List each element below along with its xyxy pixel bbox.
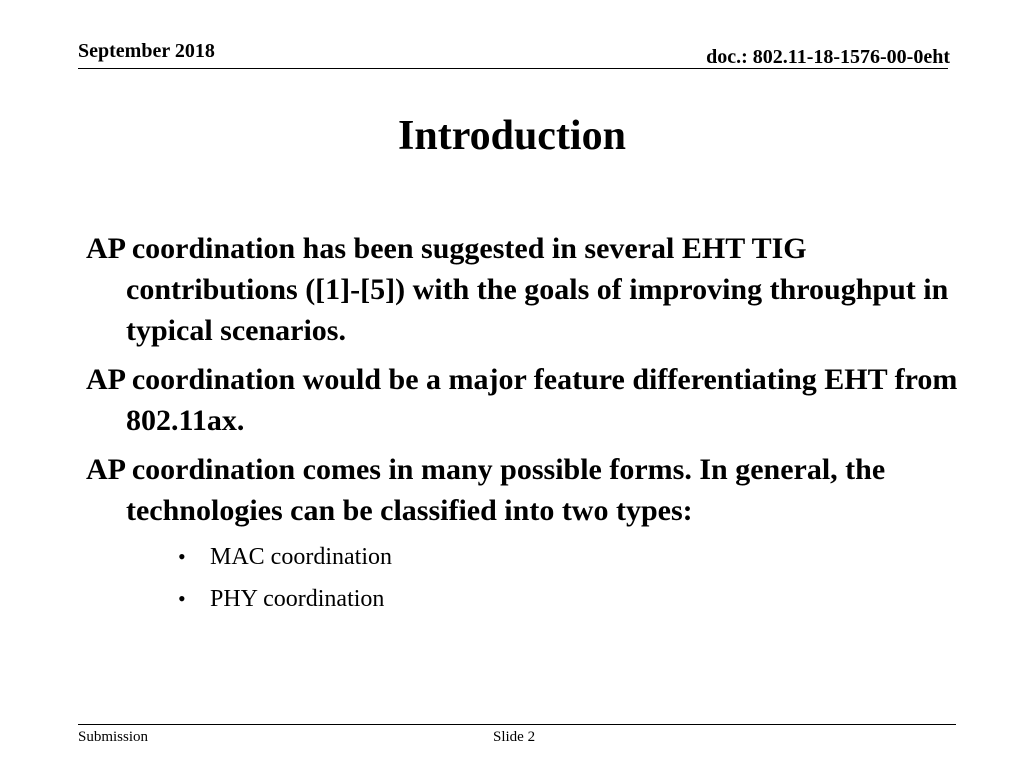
bullet-dot-icon: •	[178, 544, 186, 569]
header-doc-id: doc.: 802.11-18-1576-00-0eht	[706, 46, 950, 68]
sub-bullet-text: PHY coordination	[210, 586, 385, 612]
sub-bullet-text: MAC coordination	[210, 544, 392, 570]
body-bullet-list	[86, 228, 966, 623]
header-divider	[78, 68, 948, 69]
bullet-item: AP coordination has been suggested in several EHT TIG contributions ([1]-[5]) with the goals of improving throughput in typical scenarios.	[86, 232, 949, 347]
sub-bullet-item	[126, 583, 966, 615]
bullet-item: AP coordination would be a major feature differentiating EHT from 802.11ax.	[86, 363, 958, 437]
sub-bullet-item	[126, 541, 966, 573]
header-date: September 2018	[78, 40, 215, 62]
bullet-dot-icon: •	[178, 586, 186, 611]
bullet-item-text: AP coordination comes in many possible forms. In general, the technologies can be classified into two types:	[86, 453, 886, 527]
slide-title: Introduction	[398, 113, 626, 159]
footer-divider	[78, 724, 956, 725]
bullet-item-with-subitems	[86, 449, 966, 615]
footer-slide-number: Slide 2	[493, 729, 536, 745]
sub-bullet-list	[126, 541, 966, 615]
footer-submission: Submission	[78, 729, 149, 745]
